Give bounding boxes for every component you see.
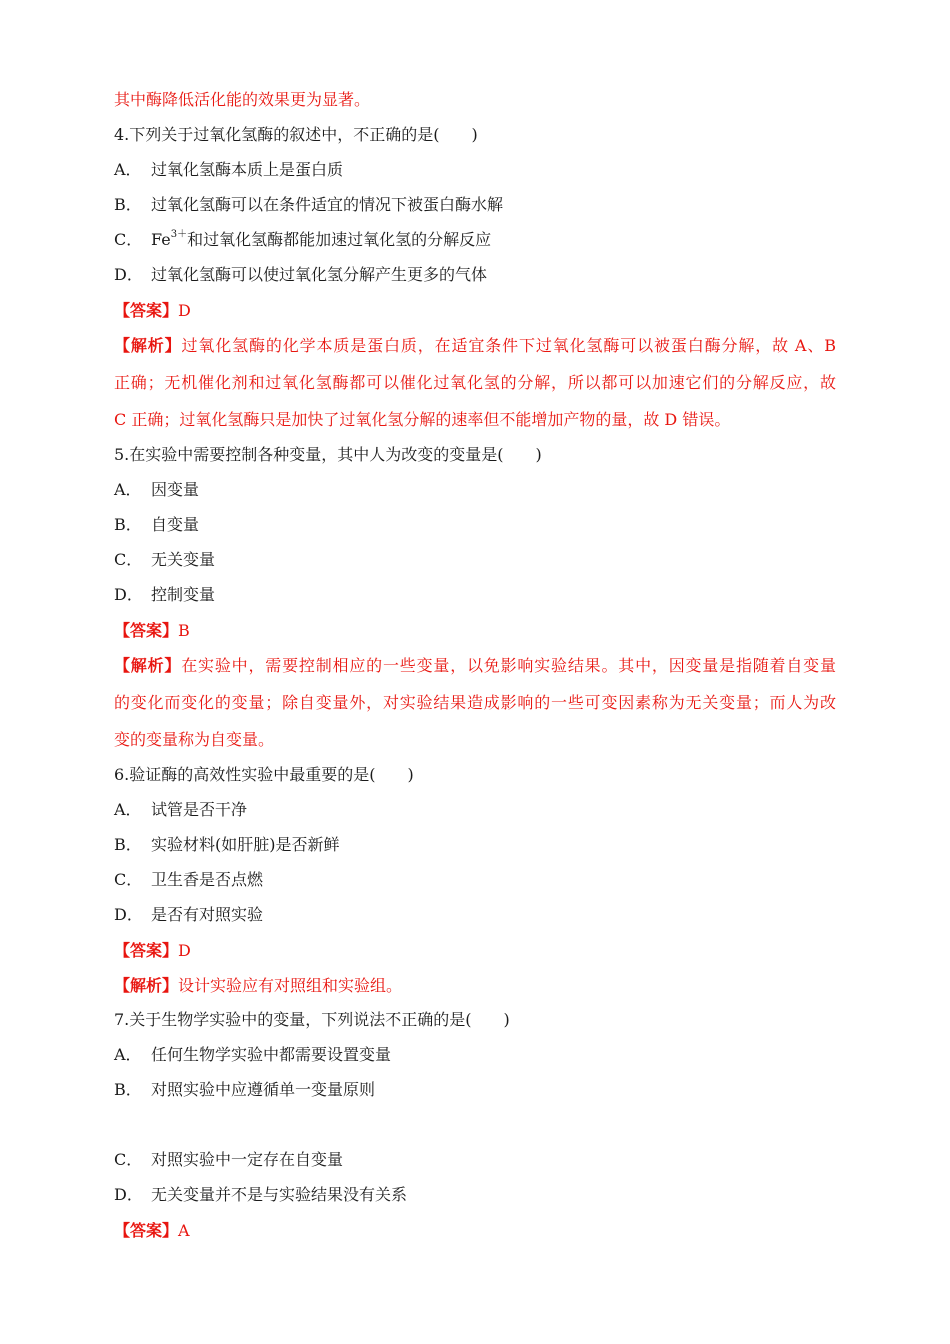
q6-option-d: D． 是否有对照实验 <box>114 905 264 924</box>
q7-answer: 【答案】A <box>114 1221 190 1240</box>
q6-option-a: A． 试管是否干净 <box>114 800 248 819</box>
q5-option-b: B． 自变量 <box>114 515 200 534</box>
q7-option-a: A． 任何生物学实验中都需要设置变量 <box>114 1045 392 1064</box>
q4-answer: 【答案】D <box>114 301 191 320</box>
q4-analysis-line-3: C 正确；过氧化氢酶只是加快了过氧化氢分解的速率但不能增加产物的量，故 D 错误。 <box>114 410 731 429</box>
q5-option-a: A． 因变量 <box>114 480 200 499</box>
carryover-text: 其中酶降低活化能的效果更为显著。 <box>114 90 371 109</box>
q5-analysis-line-1: 【解析】在实验中，需要控制相应的一些变量，以免影响实验结果。其中，因变量是指随着自变量 <box>114 656 836 675</box>
q6-analysis-line-1: 【解析】设计实验应有对照组和实验组。 <box>114 976 403 995</box>
q5-option-d: D． 控制变量 <box>114 585 216 604</box>
q5-analysis-line-3: 变的变量称为自变量。 <box>114 730 275 749</box>
q4-option-c: C． $Fe^{3+}$和过氧化氢酶都能加速过氧化氢的分解反应 <box>114 228 492 249</box>
q4-option-b: B． 过氧化氢酶可以在条件适宜的情况下被蛋白酶水解 <box>114 195 504 214</box>
q4-option-d: D． 过氧化氢酶可以使过氧化氢分解产生更多的气体 <box>114 265 488 284</box>
q6-stem: 6.验证酶的高效性实验中最重要的是( ) <box>114 765 414 784</box>
q5-stem: 5.在实验中需要控制各种变量，其中人为改变的变量是( ) <box>114 445 542 464</box>
q7-option-c: C． 对照实验中一定存在自变量 <box>114 1150 344 1169</box>
q6-option-b: B． 实验材料(如肝脏)是否新鲜 <box>114 835 340 854</box>
q4-stem: 4.下列关于过氧化氢酶的叙述中，不正确的是( ) <box>114 125 478 144</box>
q7-stem: 7.关于生物学实验中的变量，下列说法不正确的是( ) <box>114 1010 510 1029</box>
q5-option-c: C． 无关变量 <box>114 550 216 569</box>
q4-analysis-line-2: 正确；无机催化剂和过氧化氢酶都可以催化过氧化氢的分解，所以都可以加速它们的分解反应，故 <box>114 373 836 392</box>
q6-option-c: C． 卫生香是否点燃 <box>114 870 264 889</box>
q7-option-d: D． 无关变量并不是与实验结果没有关系 <box>114 1185 408 1204</box>
q4-option-a: A． 过氧化氢酶本质上是蛋白质 <box>114 160 344 179</box>
q6-answer: 【答案】D <box>114 941 191 960</box>
q7-option-b: B． 对照实验中应遵循单一变量原则 <box>114 1080 376 1099</box>
q5-answer: 【答案】B <box>114 621 190 640</box>
q4-analysis-line-1: 【解析】过氧化氢酶的化学本质是蛋白质，在适宜条件下过氧化氢酶可以被蛋白酶分解，故 A、B <box>114 336 836 355</box>
q5-analysis-line-2: 的变化而变化的变量；除自变量外，对实验结果造成影响的一些可变因素称为无关变量；而人为改 <box>114 693 836 712</box>
